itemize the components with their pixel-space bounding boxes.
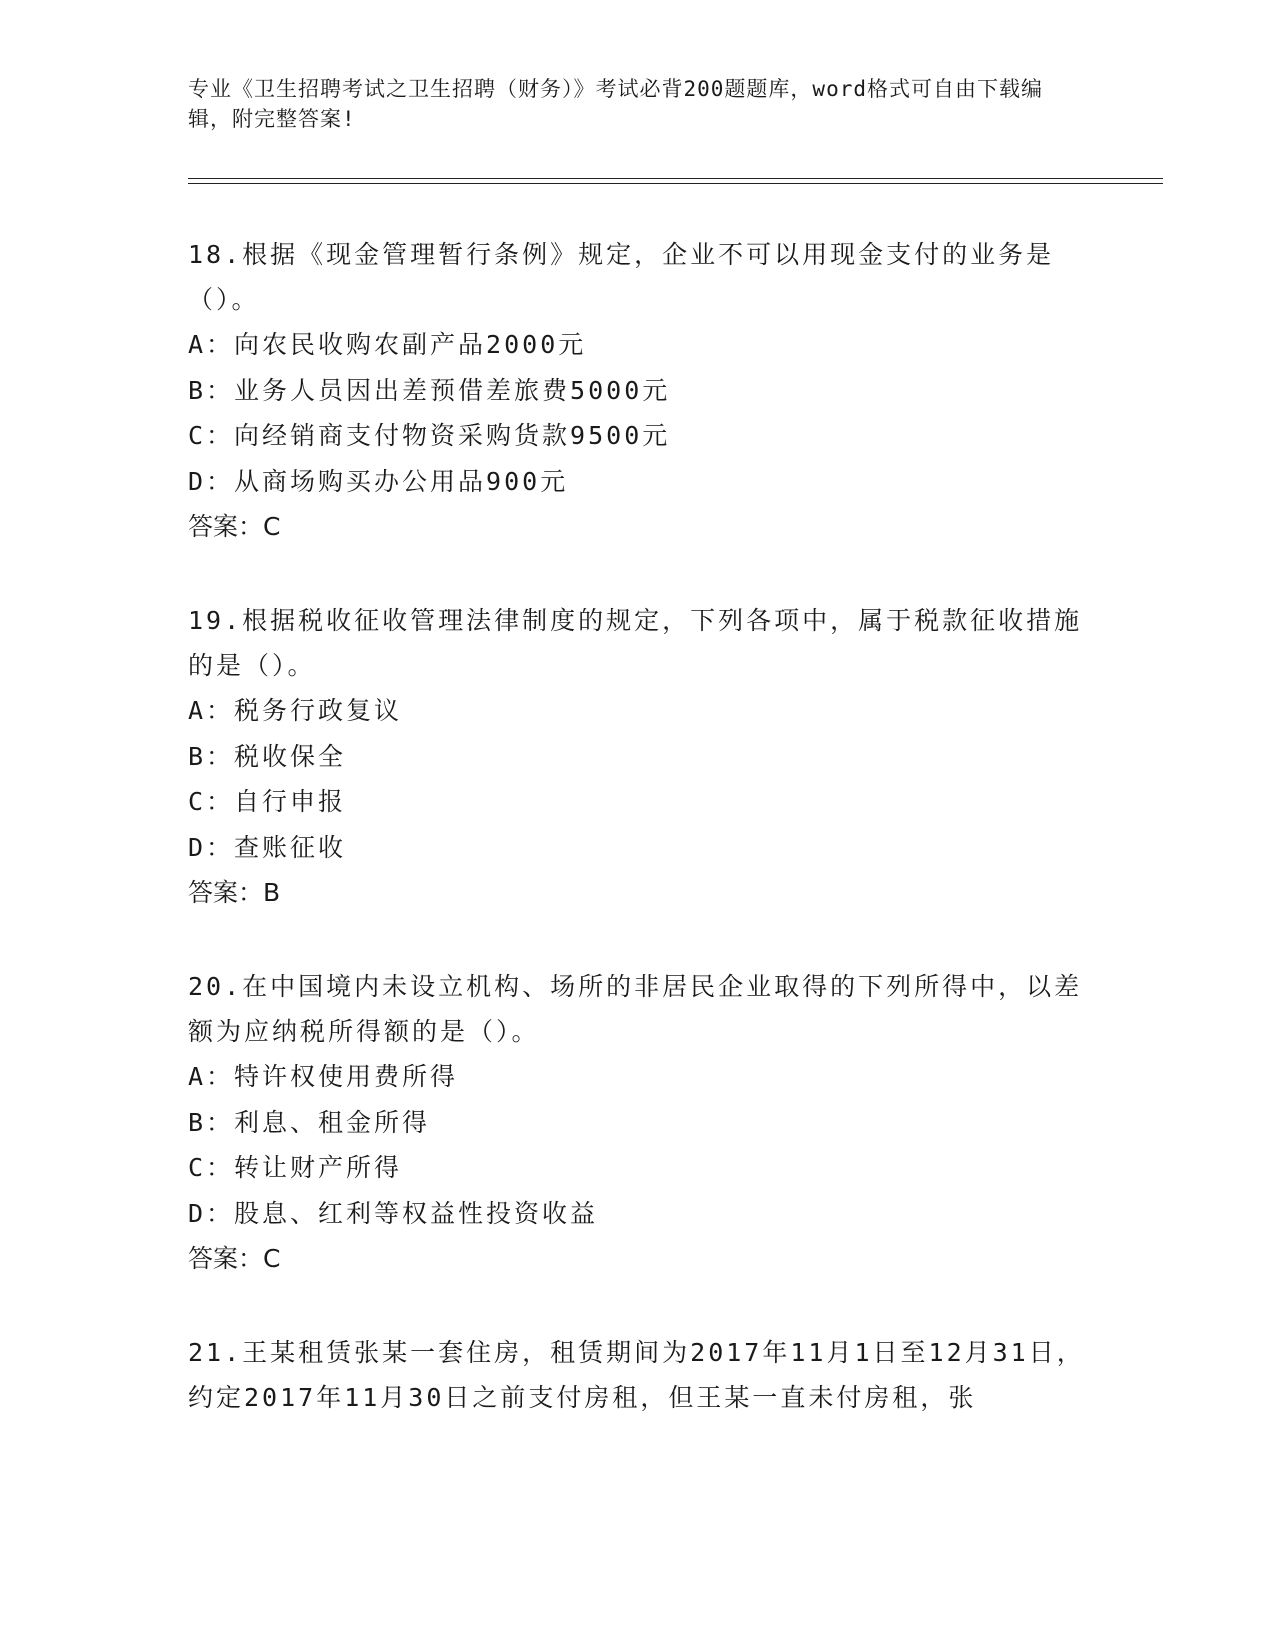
option-d: D：查账征收: [188, 832, 347, 862]
option-b: B：利息、租金所得: [188, 1107, 431, 1137]
question-18: [188, 232, 1088, 550]
header-divider-bottom: [188, 183, 1163, 184]
option-c: C：向经销商支付物资采购货款9500元: [188, 421, 671, 450]
question-21: [188, 1330, 1088, 1420]
question-text: 19.根据税收征收管理法律制度的规定，下列各项中，属于税款征收措施的是（）。: [188, 606, 1083, 680]
option-c: C：转让财产所得: [188, 1153, 403, 1182]
header-divider-top: [188, 178, 1163, 179]
answer: 答案：C: [188, 1244, 281, 1273]
answer: 答案：C: [188, 512, 281, 541]
option-a: A：税务行政复议: [188, 696, 403, 725]
option-b: B：税收保全: [188, 741, 347, 771]
question-text: 18.根据《现金管理暂行条例》规定，企业不可以用现金支付的业务是（）。: [188, 240, 1055, 314]
option-d: D：从商场购买办公用品900元: [188, 466, 569, 496]
option-a: A：特许权使用费所得: [188, 1062, 459, 1091]
option-d: D：股息、红利等权益性投资收益: [188, 1198, 599, 1228]
question-text: 21.王某租赁张某一套住房，租赁期间为2017年11月1日至12月31日，约定2017年11月30日之前支付房租，但王某一直未付房租，张: [188, 1338, 1085, 1412]
question-text: 20.在中国境内未设立机构、场所的非居民企业取得的下列所得中，以差额为应纳税所得额的是（）。: [188, 972, 1083, 1046]
answer: 答案：B: [188, 878, 281, 907]
option-a: A：向农民收购农副产品2000元: [188, 330, 587, 359]
question-20: [188, 964, 1088, 1282]
question-19: [188, 598, 1088, 916]
option-b: B：业务人员因出差预借差旅费5000元: [188, 375, 671, 405]
option-c: C：自行申报: [188, 787, 347, 816]
document-header: 专业《卫生招聘考试之卫生招聘（财务）》考试必背200题题库，word格式可自由下载编辑，附完整答案!: [188, 77, 1043, 131]
